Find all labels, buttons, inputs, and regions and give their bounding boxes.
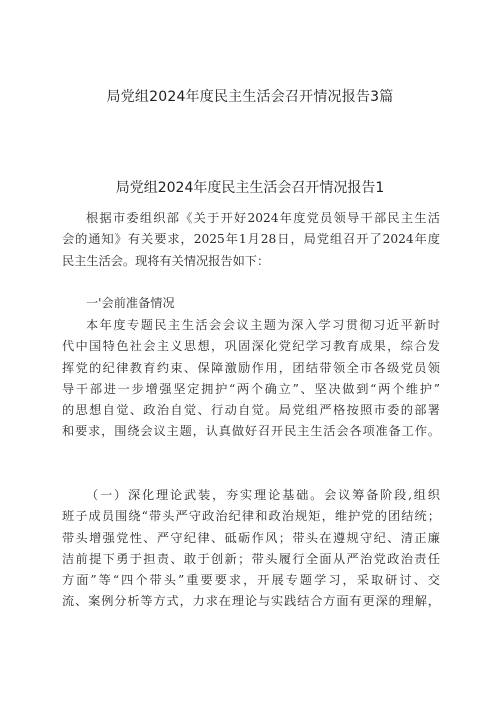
text-line: （一）深化理论武装，夯实理论基础。会议筹备阶段,组织 [86, 488, 440, 502]
text-line: 本年度专题民主生活会会议主题为深入学习贯彻习近平新时 [86, 318, 440, 332]
section-heading [62, 293, 440, 314]
text-line: 的思想自觉、政治自觉、行动自觉。局党组严格按照市委的部署 [62, 403, 440, 418]
paragraph-2 [62, 485, 440, 613]
heading-text: 一'会前准备情况 [86, 296, 175, 310]
text-line: 带头增强党性、严守纪律、砥砺作风；带头在遵规守纪、清正廉 [62, 530, 440, 545]
paragraph-1 [62, 315, 440, 443]
text-line: 和要求，围绕会议主题，认真做好召开民主生活会各项准备工作。 [62, 424, 440, 439]
text-line: 根据市委组织部《关于开好2024年度党员领导干部民主生活 [86, 211, 440, 225]
document-title: 局党组2024年度民主生活会召开情况报告3篇 [106, 89, 394, 105]
text-line: 流、案例分析等方式，力求在理论与实践结合方面有更深的理解， [62, 594, 440, 609]
text-line: 班子成员围绕“带头严守政治纪律和政治规矩，维护党的团结统； [62, 509, 440, 524]
text-line: 挥党的纪律教育约束、保障激励作用，团结带领全市各级党员领 [62, 360, 440, 375]
section-title: 局党组2024年度民主生活会召开情况报告1 [115, 180, 385, 196]
text-line: 方面”等“四个带头”重要要求，开展专题学习，采取研讨、交 [62, 573, 440, 588]
text-line: 代中国特色社会主义思想，巩固深化党纪学习教育成果，综合发 [62, 339, 440, 354]
text-line: 洁前提下勇于担责、敢于创新；带头履行全面从严治党政治责任 [62, 551, 440, 566]
intro-paragraph [62, 208, 440, 272]
text-line: 会的通知》有关要求，2025年1月28日，局党组召开了2024年度 [62, 232, 440, 247]
text-line: 民主生活会。现将有关情况报告如下： [62, 253, 270, 268]
text-line: 导干部进一步增强坚定拥护“两个确立”、坚决做到“两个维护” [62, 381, 440, 396]
